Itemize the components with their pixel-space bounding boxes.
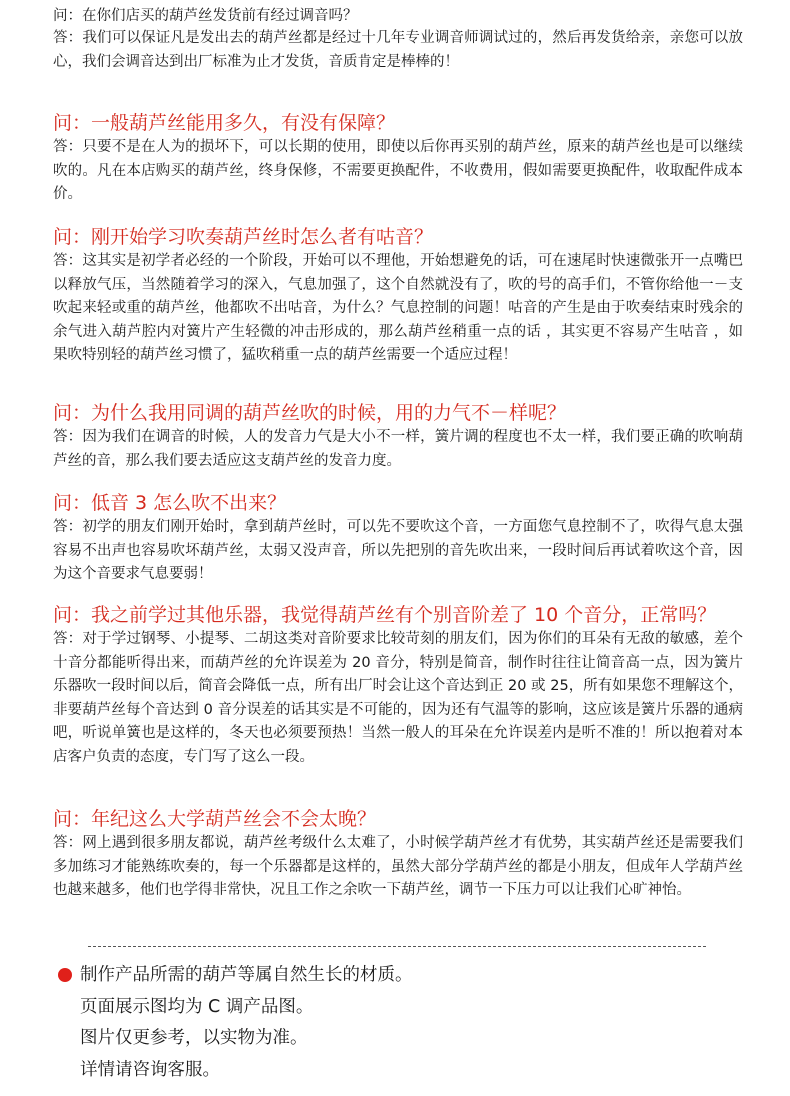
faq-item (53, 400, 743, 473)
faq-item (53, 602, 743, 769)
faq-question: 问：为什么我用同调的葫芦丝吹的时候，用的力气不－样呢？ (53, 402, 567, 424)
faq-answer: 答：网上遇到很多朋友都说，葫芦丝考级什么太难了，小时候学葫芦丝才有优势，其实葫芦丝还是需要我们多加练习才能熟练吹奏的，每一个乐器都是这样的，虽然大部分学葫芦丝的都是小朋友，但成年人学葫芦丝也越来越多，他们也学得非常快，况且工作之余吹一下葫芦丝，调节一下压力可以让我们心旷神怡。 (53, 835, 743, 898)
notice-text: 页面展示图均为 C 调产品图。 (80, 996, 314, 1017)
faq-answer: 答：初学的朋友们刚开始时，拿到葫芦丝时，可以先不要吹这个音，一方面您气息控制不了，吹得气息太强容易不出声也容易吹坏葫芦丝，太弱又没声音，所以先把别的音先吹出来，一段时间后再试着吹这个音，因为这个音要求气息要弱！ (53, 519, 743, 582)
dashed-divider (88, 946, 706, 947)
notice-line (56, 960, 756, 992)
faq-question: 问：刚开始学习吹奏葫芦丝时怎么者有咕音？ (53, 226, 434, 248)
notice-text: 图片仅更参考，以实物为准。 (80, 1028, 308, 1048)
faq-answer: 答：只要不是在人为的损坏下，可以长期的使用，即使以后你再买别的葫芦丝，原来的葫芦丝也是可以继续吹的。凡在本店购买的葫芦丝，终身保修，不需要更换配件，不收费用，假如需要更换配件，收取配件成本价。 (53, 139, 743, 202)
faq-answer: 答：因为我们在调音的时候，人的发音力气是大小不一样，簧片调的程度也不太一样，我们要正确的吹响葫芦丝的音，那么我们要去适应这支葫芦丝的发音力度。 (53, 429, 743, 469)
faq-answer: 答：这其实是初学者必经的一个阶段，开始可以不理他，开始想避免的话，可在速尾时快速微张开一点嘴巴以释放气压，当然随着学习的深入，气息加强了，这个自然就没有了，吹的号的高手们，不管你给他一－支吹起来轻或重的葫芦丝，他都吹不出咕音，为什么？气息控制的问题！咕音的产生是由于吹奏结束时残余的余气进入葫芦腔内对簧片产生轻微的冲击形成的，那么葫芦丝稍重一点的话 ，其实更不容易产生咕音 ，如果吹特别轻的葫芦丝习惯了，猛吹稍重一点的葫芦丝需要一个适应过程！ (53, 253, 743, 363)
notice-line (56, 1023, 756, 1055)
faq-question: 问：我之前学过其他乐器，我觉得葫芦丝有个别音阶差了 10 个音分，正常吗？ (53, 604, 717, 626)
red-dot-bullet-icon (58, 968, 72, 982)
faq-item (53, 224, 743, 368)
faq-question: 问：年纪这么大学葫芦丝会不会太晚？ (53, 808, 377, 830)
notice-line (56, 1055, 756, 1087)
faq-question: 问：在你们店买的葫芦丝发货前有经过调音吗？ (53, 8, 358, 24)
notice-text: 详情请咨询客服。 (80, 1059, 220, 1080)
faq-answer: 答：我们可以保证凡是发出去的葫芦丝都是经过十几年专业调音师调试过的，然后再发货给亲，亲您可以放心，我们会调音达到出厂标准为止才发货，音质肯定是棒棒的！ (53, 30, 743, 70)
faq-item (53, 6, 743, 74)
notice-text: 制作产品所需的葫芦等属自然生长的材质。 (80, 965, 413, 985)
faq-answer: 答：对于学过钢琴、小提琴、二胡这类对音阶要求比较苛刻的朋友们，因为你们的耳朵有无敌的敏感，差个十音分都能听得出来，而葫芦丝的允许误差为 20 音分，特别是简音，制作时往往让简音高一点，因为簧片乐器吹一段时间以后，简音会降低一点，所有出厂时会让这个音达到正 20 或 25，所有如果您不理解这个，非要葫芦丝每个音达到 0 音分误差的话其实是不可能的，因为还有气温等的影响，这应该是簧片乐器的通病吧，听说单簧也是这样的，冬天也必须要预热！当然一般人的耳朵在允许误差内是听不准的！所以抱着对本店客户负责的态度，专门写了这么一段。 (53, 631, 743, 765)
notice-section (56, 960, 756, 1086)
faq-question: 问：低音 3 怎么吹不出来？ (53, 492, 287, 514)
faq-item (53, 110, 743, 207)
faq-item (53, 806, 743, 903)
notice-line (56, 992, 756, 1024)
faq-question: 问：一般葫芦丝能用多久，有没有保障？ (53, 112, 396, 134)
faq-item (53, 490, 743, 587)
